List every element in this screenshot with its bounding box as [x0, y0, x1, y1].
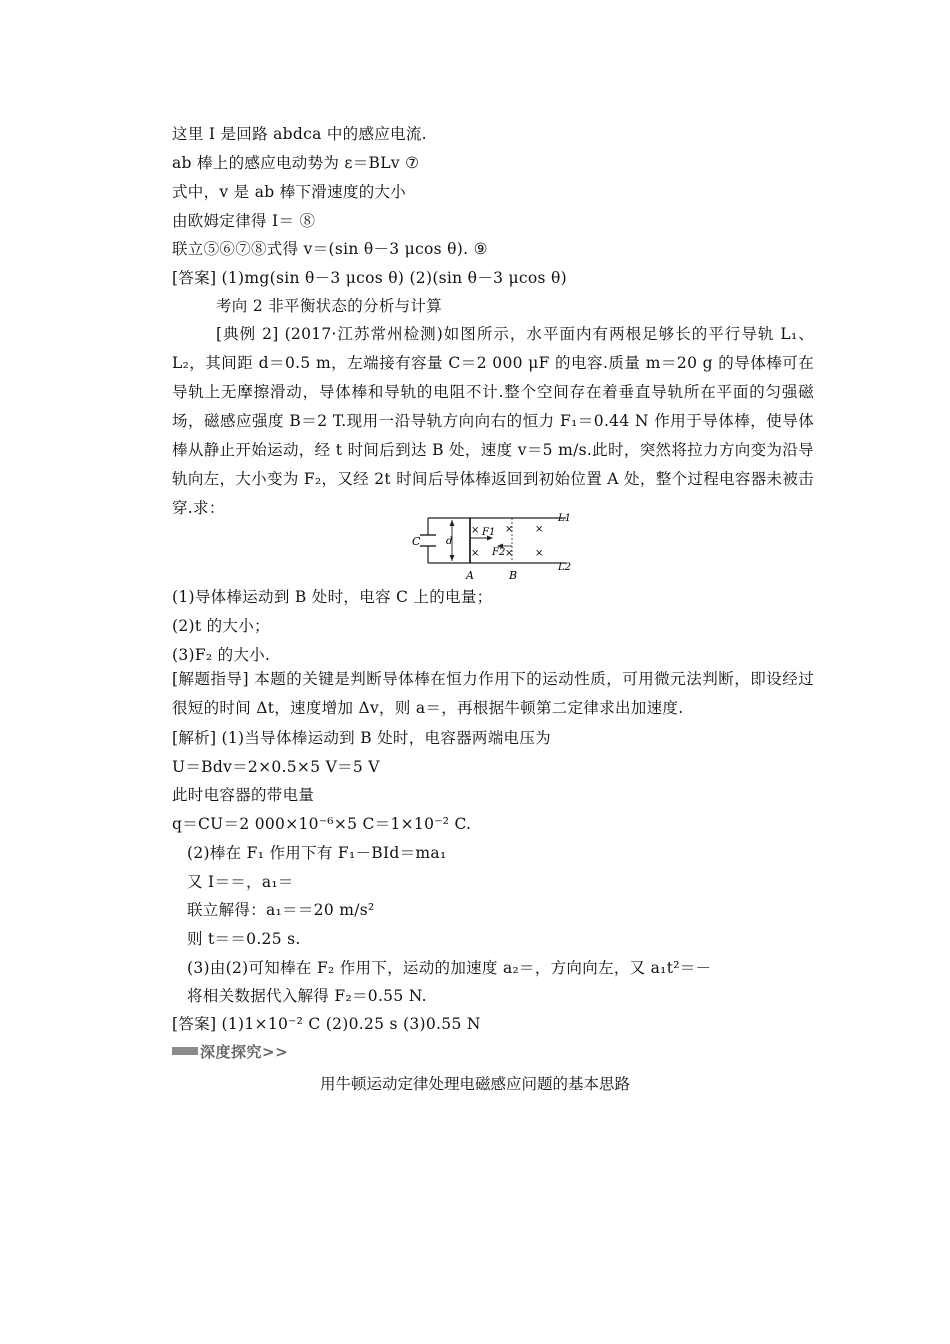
text-line: 联立⑤⑥⑦⑧式得 v＝(sin θ－3 μcos θ). ⑨ [172, 240, 488, 258]
solution-line: 则 t＝＝0.25 s. [187, 930, 301, 948]
guide-text: [解题指导] 本题的关键是判断导体棒在恒力作用下的运动性质，可用微元法判断，即设经过很短的时间 Δt，速度增加 Δv，则 a＝，再根据牛顿第二定律求出加速度. [172, 670, 814, 717]
section-banner-label: 深度探究>> [200, 1042, 289, 1061]
text-line: 这里 I 是回路 abdca 中的感应电流. [172, 125, 427, 143]
solution-line: [解析] (1)当导体棒运动到 B 处时，电容器两端电压为 [172, 729, 551, 747]
field-mark: × [471, 548, 480, 559]
capacitor-label: C [412, 535, 421, 548]
text-line: ab 棒上的感应电动势为 ε＝BLv ⑦ [172, 154, 420, 172]
rail-bottom-label: L2 [558, 562, 572, 573]
section-banner [172, 1041, 288, 1061]
solution-line: (3)由(2)可知棒在 F₂ 作用下，运动的加速度 a₂＝，方向向左，又 a₁t²＝－ [187, 959, 712, 977]
solution-line: 联立解得：a₁＝＝20 m/s² [187, 901, 375, 919]
field-mark: × [535, 524, 544, 535]
guide-paragraph [172, 665, 814, 723]
rail-capacitor-figure [408, 508, 578, 584]
solution-line: 又 I＝＝，a₁＝ [187, 873, 294, 891]
answer-line: [答案] (1)mg(sin θ－3 μcos θ) (2)(sin θ－3 μcos θ) [172, 269, 567, 287]
solution-line: q＝CU＝2 000×10⁻⁶×5 C＝1×10⁻² C. [172, 815, 472, 833]
question-2: (2)t 的大小； [172, 617, 270, 635]
position-a-label: A [466, 569, 474, 582]
solution-line: 此时电容器的带电量 [172, 786, 315, 804]
question-1: (1)导体棒运动到 B 处时，电容 C 上的电量； [172, 588, 493, 606]
rail-top-label: L1 [558, 513, 572, 524]
field-mark: × [505, 524, 514, 535]
text-line: 式中，v 是 ab 棒下滑速度的大小 [172, 183, 407, 201]
solution-line: 将相关数据代入解得 F₂＝0.55 N. [187, 987, 427, 1005]
position-b-label: B [509, 569, 518, 582]
section-subtitle: 用牛顿运动定律处理电磁感应问题的基本思路 [319, 1075, 630, 1093]
example-paragraph [172, 320, 814, 517]
text-line: 由欧姆定律得 I＝ ⑧ [172, 212, 316, 230]
field-mark: × [471, 525, 480, 536]
field-mark: × [505, 548, 514, 559]
solution-line: (2)棒在 F₁ 作用下有 F₁－BId＝ma₁ [187, 844, 447, 862]
distance-label: d [446, 536, 453, 547]
question-3: (3)F₂ 的大小. [172, 646, 271, 664]
field-mark: × [535, 548, 544, 559]
solution-line: U＝Bdv＝2×0.5×5 V＝5 V [172, 758, 380, 776]
section-heading: 考向 2 非平衡状态的分析与计算 [216, 297, 443, 315]
example-text: [典例 2] (2017·江苏常州检测)如图所示，水平面内有两根足够长的平行导轨 L₁、L₂，其间距 d＝0.5 m，左端接有容量 C＝2 000 μF 的电容.质量 m＝20 g 的导体棒可在导轨上无摩擦滑动，导体棒和导轨的电阻不计.整个空间存在着垂直导轨所在平面的匀强磁场，磁感应强度 B＝2 T.现用一沿导轨方向向右的恒力 F₁＝0.44 N 作用于导体棒，使导体棒从静止开始运动，经 t 时间后到达 B 处，速度 v＝5 m/s.此时，突然将拉力方向变为沿导轨向左，大小变为 F₂，又经 2t 时间后导体棒返回到初始位置 A 处，整个过程电容器未被击穿.求： [172, 325, 814, 517]
answer-line: [答案] (1)1×10⁻² C (2)0.25 s (3)0.55 N [172, 1015, 481, 1033]
banner-bar-icon [172, 1047, 198, 1055]
force1-label: F1 [482, 527, 496, 538]
force2-label: F2 [492, 547, 506, 558]
